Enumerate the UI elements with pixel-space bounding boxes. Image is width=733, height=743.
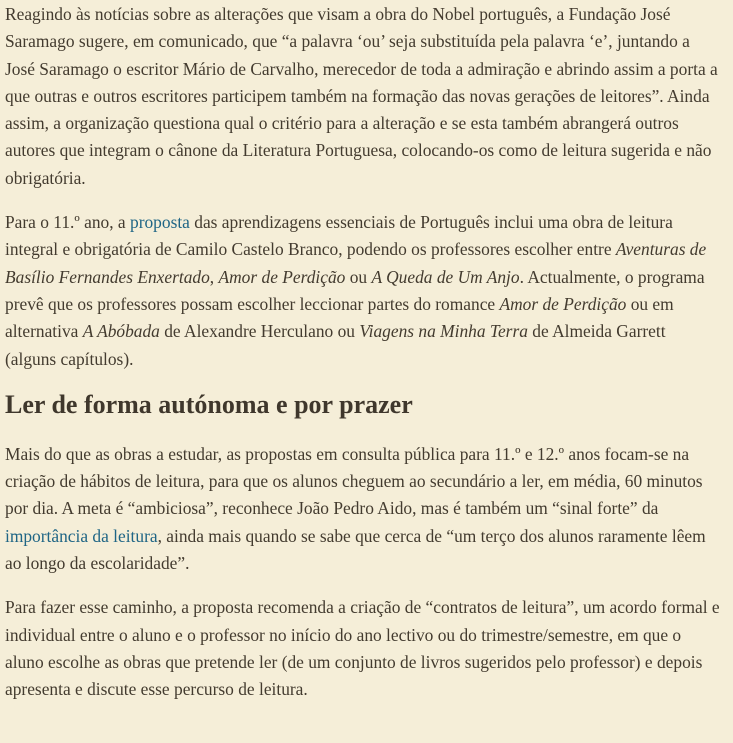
- text-run: Para o 11.º ano, a: [5, 212, 130, 233]
- text-run: de Alexandre Herculano ou: [159, 321, 360, 342]
- paragraph-saramago-foundation: [5, 1, 721, 192]
- section-heading: Ler de forma autónoma e por prazer: [5, 389, 413, 419]
- text-run: de Almeida Garrett (alguns capítulos).: [5, 321, 666, 369]
- paragraph-text: Reagindo às notícias sobre as alterações que visam a obra do Nobel português, a Fundação José Saramago sugere, em comunicado, que “a palavra ‘ou’ seja substituída pela palavra ‘e’, juntando a José Saramago o escritor Mário de Carvalho, merecedor de toda a admiração e abrindo assim a porta a que outras e outros escritores participem também na formação das novas gerações de leitores”. Ainda assim, a organização questiona qual o critério para a alteração e se esta também abrangerá outros autores que integram o cânone da Literatura Portuguesa, colocando-os como de leitura sugerida e não obrigatória.: [5, 4, 718, 188]
- text-run: , ainda mais quando se sabe que cerca de “um terço dos alunos raramente lêem ao longo da escolaridade”.: [5, 525, 706, 574]
- book-title: Amor de Perdição: [499, 293, 627, 314]
- text-run: das aprendizagens essenciais de Português inclui uma obra de leitura integral e obrigatória de Camilo Castelo Branco, podendo os professores escolher entre: [5, 212, 673, 260]
- text-run: . Actualmente, o programa prevê que os professores possam escolher leccionar partes do romance: [5, 266, 705, 314]
- proposta-link[interactable]: proposta: [130, 212, 190, 233]
- book-title: A Abóbada: [82, 321, 160, 342]
- book-title: Amor de Perdição: [218, 266, 346, 287]
- importancia-da-leitura-link[interactable]: importância da leitura: [5, 525, 158, 546]
- text-run: Mais do que as obras a estudar, as propostas em consulta pública para 11.º e 12.º anos focam-se na criação de hábitos de leitura, para que os alunos cheguem ao secundário a ler, em média, 60 minutos por dia. A meta é “ambiciosa”, reconhece João Pedro Aido, mas é também um “sinal forte” da: [5, 443, 703, 519]
- text-run: ou: [345, 266, 372, 287]
- text-run: ,: [209, 266, 219, 287]
- paragraph-reading-contracts: [5, 594, 721, 703]
- paragraph-text: Para fazer esse caminho, a proposta recomenda a criação de “contratos de leitura”, um acordo formal e individual entre o aluno e o professor no início do ano lectivo ou do trimestre/semestre, em que o aluno escolhe as obras que pretende ler (de um conjunto de livros sugeridos pelo professor) e depois apresenta e discute esse percurso de leitura.: [5, 597, 720, 700]
- book-title: A Queda de Um Anjo: [371, 266, 520, 287]
- book-title: Viagens na Minha Terra: [359, 321, 528, 342]
- paragraph-11th-grade-proposal: [5, 209, 721, 373]
- book-title: Aventuras de Basílio Fernandes Enxertado: [5, 239, 707, 287]
- text-run: ou em alternativa: [5, 293, 674, 342]
- paragraph-reading-habits: [5, 441, 721, 577]
